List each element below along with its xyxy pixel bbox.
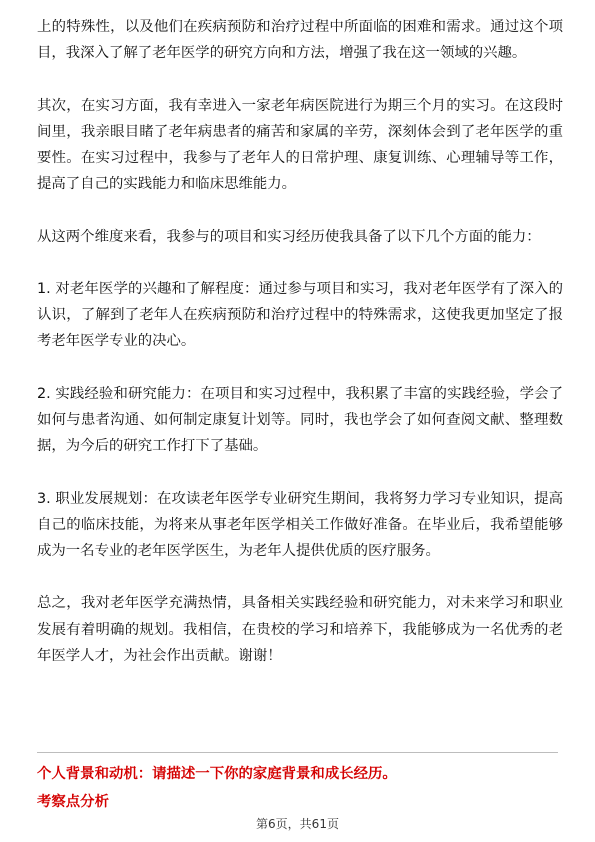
section-divider (37, 752, 558, 753)
paragraph-ability-2: 2. 实践经验和研究能力：在项目和实习过程中，我积累了丰富的实践经验，学会了如何与患者沟通、如何制定康复计划等。同时，我也学会了如何查阅文献、整理数据，为今后的研究工作打下了基础。 (37, 385, 563, 455)
paragraph-abilities-intro: 从这两个维度来看，我参与的项目和实习经历使我具备了以下几个方面的能力： (37, 228, 541, 245)
question-heading: 个人背景和动机：请描述一下你的家庭背景和成长经历。 (37, 766, 397, 782)
document-body (37, 14, 563, 695)
paragraph-project-summary: 上的特殊性，以及他们在疾病预防和治疗过程中所面临的困难和需求。通过这个项目，我深入了解了老年医学的研究方向和方法，增强了我在这一领域的兴趣。 (37, 19, 563, 62)
paragraph-ability-3: 3. 职业发展规划：在攻读老年医学专业研究生期间，我将努力学习专业知识，提高自己的临床技能，为将来从事老年医学相关工作做好准备。在毕业后，我希望能够成为一名专业的老年医学医生，为老年人提供优质的医疗服务。 (37, 490, 563, 559)
paragraph-ability-1: 1. 对老年医学的兴趣和了解程度：通过参与项目和实习，我对老年医学有了深入的认识，了解到了老年人在疾病预防和治疗过程中的特殊需求，这使我更加坚定了报考老年医学专业的决心。 (37, 280, 563, 350)
paragraph-conclusion: 总之，我对老年医学充满热情，具备相关实践经验和研究能力，对未来学习和职业发展有着明确的规划。我相信，在贵校的学习和培养下，我能够成为一名优秀的老年医学人才，为社会作出贡献。谢谢！ (37, 595, 563, 664)
page-number-footer: 第6页，共61页 (256, 817, 339, 831)
paragraph-internship: 其次，在实习方面，我有幸进入一家老年病医院进行为期三个月的实习。在这段时间里，我亲眼目睹了老年病患者的痛苦和家属的辛劳，深刻体会到了老年医学的重要性。在实习过程中，我参与了老年人的日常护理、康复训练、心理辅导等工作，提高了自己的实践能力和临床思维能力。 (37, 97, 563, 193)
analysis-subheading: 考察点分析 (37, 794, 109, 810)
